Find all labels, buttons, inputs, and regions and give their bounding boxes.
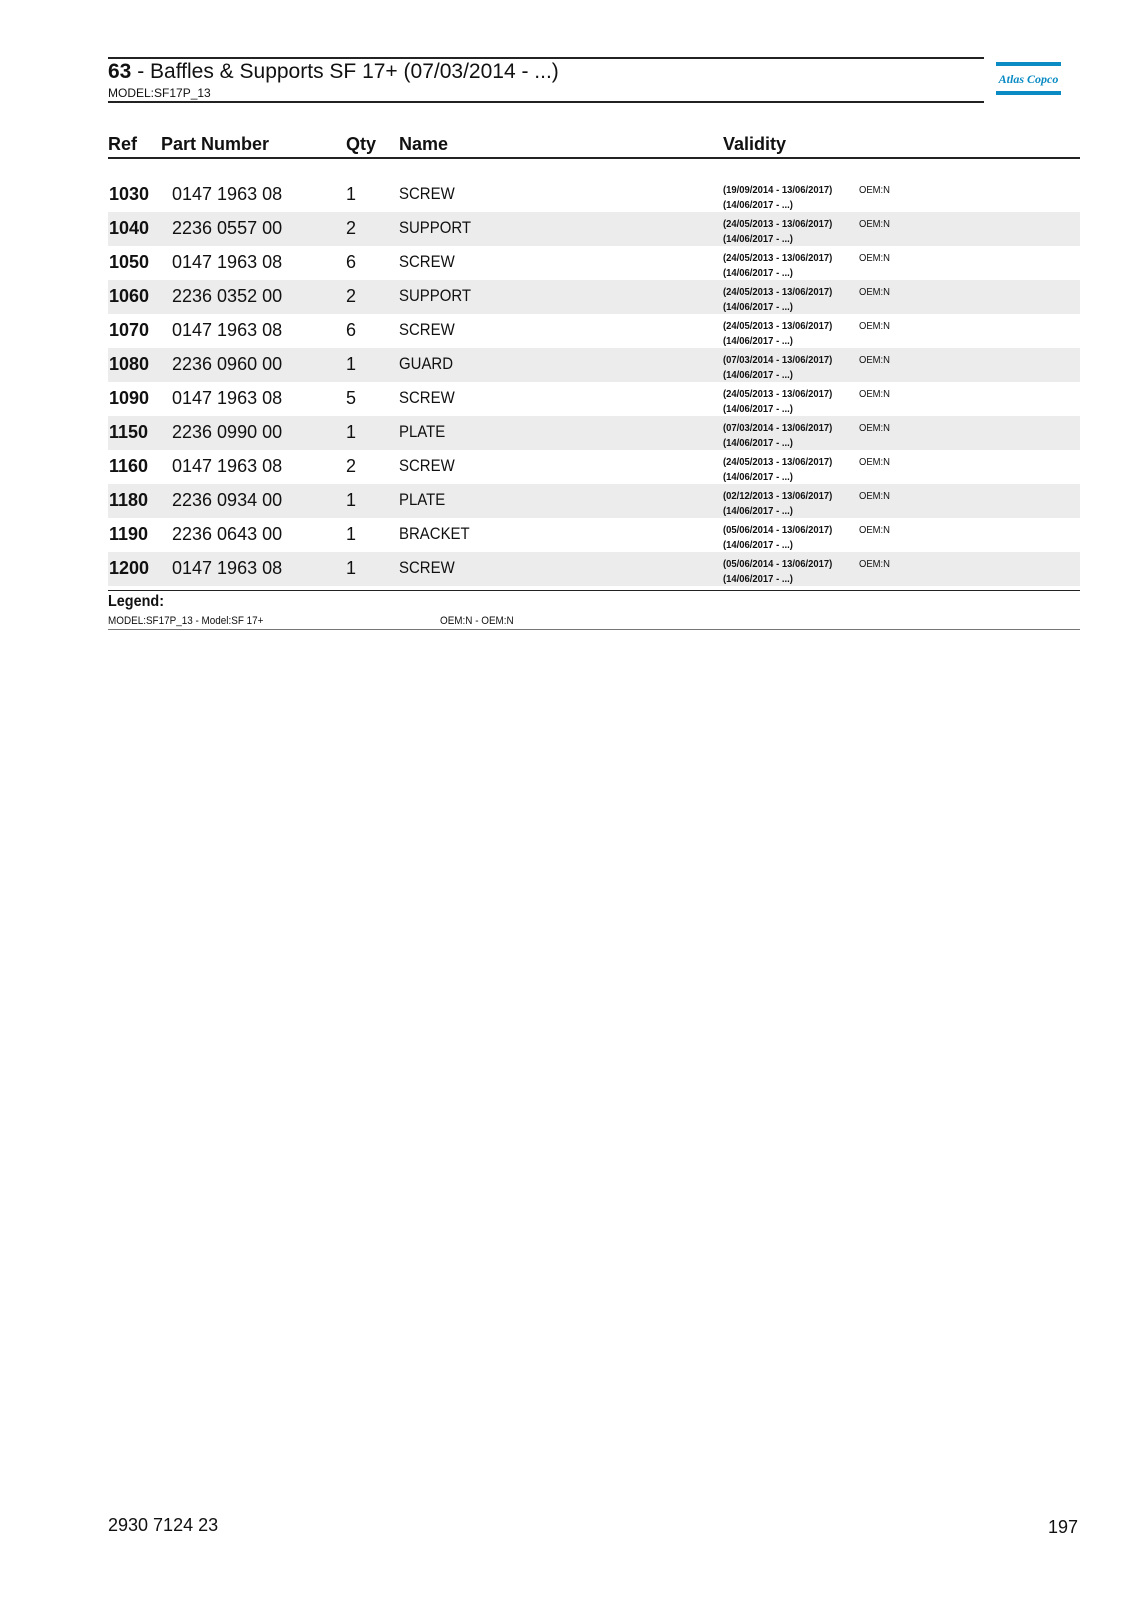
oem-cell: OEM:N (859, 558, 890, 570)
name-cell: SCREW (399, 456, 455, 475)
qty-cell: 5 (346, 388, 357, 408)
validity-range-cell: (24/05/2013 - 13/06/2017) (723, 286, 833, 298)
name-cell: SCREW (399, 388, 455, 407)
name-cell: PLATE (399, 422, 446, 441)
ref-cell: 1150 (109, 422, 149, 442)
validity-open-cell: (14/06/2017 - ...) (723, 505, 793, 517)
ref-cell: 1090 (109, 388, 150, 408)
page-header (108, 57, 984, 103)
oem-cell: OEM:N (859, 524, 890, 536)
col-validity-header: Validity (723, 134, 787, 154)
ref-cell: 1180 (109, 490, 149, 510)
oem-cell: OEM:N (859, 320, 890, 332)
validity-open-cell: (14/06/2017 - ...) (723, 471, 793, 483)
part-number-cell: 2236 0960 00 (172, 354, 283, 374)
part-number-cell: 2236 0352 00 (172, 286, 283, 306)
part-number-cell: 2236 0934 00 (172, 490, 283, 510)
legend-title: Legend: (108, 593, 164, 610)
ref-cell: 1080 (109, 354, 150, 374)
logo-text: Atlas Copco (998, 72, 1059, 86)
qty-cell: 6 (346, 320, 357, 340)
part-number-cell: 0147 1963 08 (172, 252, 283, 272)
legend-oem-entry: OEM:N - OEM:N (440, 615, 514, 627)
legend-model-entry: MODEL:SF17P_13 - Model:SF 17+ (108, 615, 264, 627)
validity-range-cell: (19/09/2014 - 13/06/2017) (723, 184, 833, 196)
name-cell: SUPPORT (399, 218, 472, 237)
part-number-cell: 0147 1963 08 (172, 558, 283, 578)
table-row (108, 416, 1080, 450)
name-cell: PLATE (399, 490, 446, 509)
qty-cell: 1 (346, 422, 357, 442)
col-ref-header: Ref (108, 134, 138, 154)
ref-cell: 1160 (109, 456, 149, 476)
model-label: MODEL:SF17P_13 (108, 86, 211, 100)
validity-open-cell: (14/06/2017 - ...) (723, 403, 793, 415)
table-row (108, 450, 1080, 484)
table-row (108, 280, 1080, 314)
col-qty-header: Qty (346, 134, 377, 154)
col-name-header: Name (399, 134, 449, 154)
table-row (108, 382, 1080, 416)
part-number-cell: 2236 0557 00 (172, 218, 283, 238)
table-row (108, 348, 1080, 382)
validity-open-cell: (14/06/2017 - ...) (723, 267, 793, 279)
atlas-copco-logo (996, 62, 1061, 95)
col-part-number-header: Part Number (161, 134, 270, 154)
oem-cell: OEM:N (859, 184, 890, 196)
ref-cell: 1040 (109, 218, 150, 238)
qty-cell: 2 (346, 218, 357, 238)
validity-range-cell: (05/06/2014 - 13/06/2017) (723, 558, 833, 570)
qty-cell: 2 (346, 286, 357, 306)
oem-cell: OEM:N (859, 354, 890, 366)
validity-range-cell: (07/03/2014 - 13/06/2017) (723, 422, 833, 434)
qty-cell: 1 (346, 490, 357, 510)
page-title (108, 60, 559, 84)
oem-cell: OEM:N (859, 490, 890, 502)
validity-open-cell: (14/06/2017 - ...) (723, 301, 793, 313)
oem-cell: OEM:N (859, 456, 890, 468)
qty-cell: 6 (346, 252, 357, 272)
parts-table (108, 178, 1080, 586)
name-cell: BRACKET (399, 524, 470, 543)
validity-open-cell: (14/06/2017 - ...) (723, 335, 793, 347)
table-row (108, 484, 1080, 518)
name-cell: SCREW (399, 320, 455, 339)
validity-range-cell: (24/05/2013 - 13/06/2017) (723, 218, 833, 230)
ref-cell: 1070 (109, 320, 150, 340)
part-number-cell: 2236 0990 00 (172, 422, 283, 442)
table-row (108, 552, 1080, 586)
document-number: 2930 7124 23 (108, 1515, 219, 1535)
ref-cell: 1050 (109, 252, 150, 272)
table-row (108, 178, 1080, 212)
oem-cell: OEM:N (859, 286, 890, 298)
ref-cell: 1200 (109, 558, 150, 578)
validity-open-cell: (14/06/2017 - ...) (723, 369, 793, 381)
validity-open-cell: (14/06/2017 - ...) (723, 233, 793, 245)
qty-cell: 1 (346, 524, 357, 544)
ref-cell: 1060 (109, 286, 150, 306)
ref-cell: 1030 (109, 184, 150, 204)
validity-range-cell: (24/05/2013 - 13/06/2017) (723, 320, 833, 332)
validity-range-cell: (02/12/2013 - 13/06/2017) (723, 490, 833, 502)
validity-open-cell: (14/06/2017 - ...) (723, 437, 793, 449)
oem-cell: OEM:N (859, 388, 890, 400)
validity-range-cell: (24/05/2013 - 13/06/2017) (723, 388, 833, 400)
part-number-cell: 0147 1963 08 (172, 388, 283, 408)
qty-cell: 2 (346, 456, 357, 476)
page-number: 197 (1048, 1517, 1079, 1537)
table-row (108, 518, 1080, 552)
table-row (108, 246, 1080, 280)
oem-cell: OEM:N (859, 422, 890, 434)
name-cell: SUPPORT (399, 286, 472, 305)
oem-cell: OEM:N (859, 252, 890, 264)
legend (108, 590, 1080, 630)
ref-cell: 1190 (109, 524, 149, 544)
table-row (108, 314, 1080, 348)
validity-open-cell: (14/06/2017 - ...) (723, 539, 793, 551)
part-number-cell: 0147 1963 08 (172, 456, 283, 476)
qty-cell: 1 (346, 184, 357, 204)
validity-range-cell: (24/05/2013 - 13/06/2017) (723, 456, 833, 468)
name-cell: GUARD (399, 354, 454, 373)
part-number-cell: 0147 1963 08 (172, 320, 283, 340)
validity-range-cell: (05/06/2014 - 13/06/2017) (723, 524, 833, 536)
table-row (108, 212, 1080, 246)
table-header (108, 132, 1080, 159)
validity-range-cell: (24/05/2013 - 13/06/2017) (723, 252, 833, 264)
validity-open-cell: (14/06/2017 - ...) (723, 199, 793, 211)
validity-range-cell: (07/03/2014 - 13/06/2017) (723, 354, 833, 366)
qty-cell: 1 (346, 558, 357, 578)
qty-cell: 1 (346, 354, 357, 374)
oem-cell: OEM:N (859, 218, 890, 230)
section-number: 63 (108, 60, 132, 83)
name-cell: SCREW (399, 184, 455, 203)
part-number-cell: 2236 0643 00 (172, 524, 283, 544)
part-number-cell: 0147 1963 08 (172, 184, 283, 204)
name-cell: SCREW (399, 252, 455, 271)
validity-open-cell: (14/06/2017 - ...) (723, 573, 793, 585)
name-cell: SCREW (399, 558, 455, 577)
section-title: - Baffles & Supports SF 17+ (07/03/2014 - ...) (131, 60, 559, 83)
